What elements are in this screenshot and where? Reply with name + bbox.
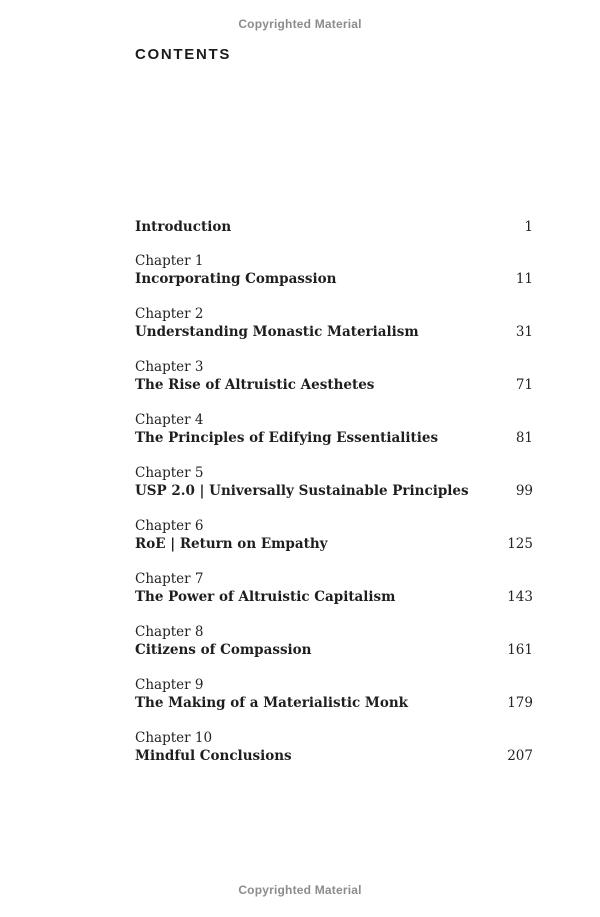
toc-entry bbox=[135, 570, 533, 606]
page-number: 11 bbox=[515, 271, 533, 287]
contents-heading: CONTENTS bbox=[135, 46, 232, 63]
toc-title-row bbox=[135, 694, 533, 712]
chapter-kicker: Chapter 9 bbox=[135, 677, 204, 693]
chapter-title: Introduction bbox=[135, 219, 232, 235]
page-number: 71 bbox=[515, 377, 533, 393]
copyright-watermark-bottom: Copyrighted Material bbox=[238, 883, 362, 897]
chapter-kicker: Chapter 5 bbox=[135, 465, 204, 481]
toc-entry bbox=[135, 252, 533, 288]
chapter-kicker: Chapter 10 bbox=[135, 730, 213, 746]
chapter-title: RoE | Return on Empathy bbox=[135, 536, 328, 552]
chapter-title: The Principles of Edifying Essentialities bbox=[135, 430, 439, 446]
toc-entry bbox=[135, 411, 533, 447]
page-number: 31 bbox=[515, 324, 533, 340]
chapter-title: The Power of Altruistic Capitalism bbox=[135, 589, 396, 605]
chapter-kicker: Chapter 7 bbox=[135, 571, 204, 587]
toc-title-row bbox=[135, 376, 533, 394]
page-number: 143 bbox=[507, 589, 533, 605]
chapter-title: Mindful Conclusions bbox=[135, 748, 292, 764]
toc-title-row bbox=[135, 429, 533, 447]
copyright-watermark-top: Copyrighted Material bbox=[238, 17, 362, 31]
chapter-kicker: Chapter 8 bbox=[135, 624, 204, 640]
toc-entry bbox=[135, 623, 533, 659]
chapter-kicker: Chapter 1 bbox=[135, 253, 204, 269]
chapter-title: Citizens of Compassion bbox=[135, 642, 312, 658]
toc-title-row bbox=[135, 218, 533, 236]
page-number: 179 bbox=[507, 695, 533, 711]
toc-entry bbox=[135, 729, 533, 765]
page-number: 125 bbox=[507, 536, 533, 552]
page-number: 81 bbox=[515, 430, 533, 446]
table-of-contents bbox=[135, 218, 533, 765]
page-number: 99 bbox=[515, 483, 533, 499]
toc-entry bbox=[135, 358, 533, 394]
toc-title-row bbox=[135, 588, 533, 606]
page-number: 161 bbox=[507, 642, 533, 658]
toc-title-row bbox=[135, 323, 533, 341]
chapter-kicker: Chapter 3 bbox=[135, 359, 204, 375]
chapter-kicker: Chapter 6 bbox=[135, 518, 204, 534]
page-number: 1 bbox=[524, 219, 533, 235]
toc-title-row bbox=[135, 641, 533, 659]
toc-entry bbox=[135, 218, 533, 236]
toc-entry bbox=[135, 676, 533, 712]
page-number: 207 bbox=[507, 748, 533, 764]
toc-entry bbox=[135, 517, 533, 553]
chapter-kicker: Chapter 2 bbox=[135, 306, 204, 322]
chapter-title: USP 2.0 | Universally Sustainable Principles bbox=[135, 483, 469, 499]
chapter-title: Incorporating Compassion bbox=[135, 271, 337, 287]
chapter-title: The Making of a Materialistic Monk bbox=[135, 695, 408, 711]
chapter-kicker: Chapter 4 bbox=[135, 412, 204, 428]
toc-title-row bbox=[135, 482, 533, 500]
toc-entry bbox=[135, 464, 533, 500]
chapter-title: Understanding Monastic Materialism bbox=[135, 324, 419, 340]
chapter-title: The Rise of Altruistic Aesthetes bbox=[135, 377, 375, 393]
toc-entry bbox=[135, 305, 533, 341]
toc-title-row bbox=[135, 747, 533, 765]
toc-title-row bbox=[135, 270, 533, 288]
toc-title-row bbox=[135, 535, 533, 553]
